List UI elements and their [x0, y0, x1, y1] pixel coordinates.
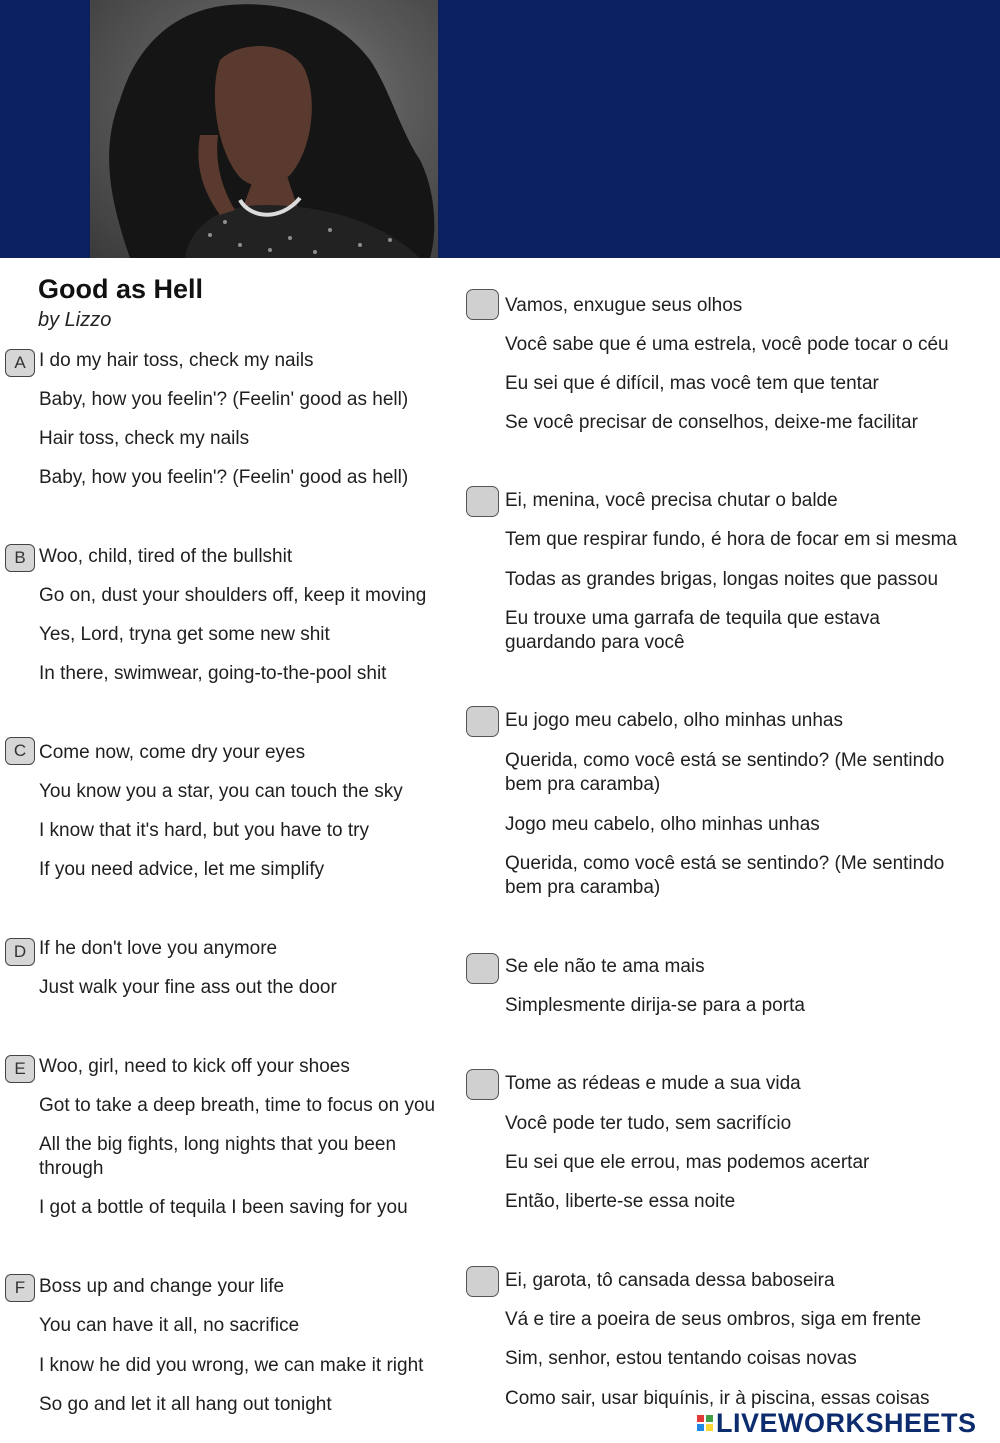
song-artist: by Lizzo	[38, 309, 112, 331]
translation-line: Vamos, enxugue seus olhos	[505, 295, 743, 316]
translation-line: Simplesmente dirija-se para a porta	[505, 995, 805, 1016]
translation-line: Ei, menina, você precisa chutar o balde	[505, 490, 838, 511]
translation-line: Como sair, usar biquínis, ir à piscina, essas coisas	[505, 1388, 930, 1409]
translation-line: Tem que respirar fundo, é hora de focar em si mesma	[505, 529, 957, 550]
answer-box[interactable]	[466, 953, 499, 984]
verse-line: All the big fights, long nights that you been through	[39, 1134, 397, 1179]
translation-line: Então, liberte-se essa noite	[505, 1191, 736, 1212]
translation-line: Vá e tire a poeira de seus ombros, siga em frente	[505, 1309, 922, 1330]
translation-line: Eu jogo meu cabelo, olho minhas unhas	[505, 710, 844, 731]
verse-line: Yes, Lord, tryna get some new shit	[39, 624, 330, 645]
verse-line: In there, swimwear, going-to-the-pool shit	[39, 663, 387, 684]
verse-line: I got a bottle of tequila I been saving for you	[39, 1197, 408, 1218]
verse-line: Baby, how you feelin'? (Feelin' good as hell)	[39, 389, 409, 410]
verse-line: I know he did you wrong, we can make it right	[39, 1355, 424, 1376]
verse-line: So go and let it all hang out tonight	[39, 1394, 332, 1415]
translation-line: Eu sei que é difícil, mas você tem que tentar	[505, 373, 879, 394]
verse-letter-badge: E	[5, 1055, 35, 1083]
verse-line: If you need advice, let me simplify	[39, 859, 325, 880]
answer-box[interactable]	[466, 486, 499, 517]
artist-photo-illustration	[90, 0, 438, 258]
logo-text: LIVEWORKSHEETS	[716, 1407, 977, 1438]
translation-line: Querida, como você está se sentindo? (Me sentindo bem pra caramba)	[505, 853, 945, 898]
artist-photo	[90, 0, 438, 258]
translation-line: Se ele não te ama mais	[505, 956, 705, 977]
liveworksheets-logo	[697, 1408, 977, 1438]
answer-box[interactable]	[466, 289, 499, 320]
verse-letter-badge: D	[5, 938, 35, 966]
verse-line: If he don't love you anymore	[39, 938, 278, 959]
translation-line: Ei, garota, tô cansada dessa baboseira	[505, 1270, 835, 1291]
translation-line: Eu trouxe uma garrafa de tequila que estava guardando para você	[505, 608, 880, 653]
verse-letter-badge: A	[5, 349, 35, 377]
verse-line: Just walk your fine ass out the door	[39, 977, 337, 998]
translation-line: Tome as rédeas e mude a sua vida	[505, 1073, 801, 1094]
verse-line: I know that it's hard, but you have to try	[39, 820, 369, 841]
answer-box[interactable]	[466, 1069, 499, 1100]
translation-line: Você sabe que é uma estrela, você pode tocar o céu	[505, 334, 949, 355]
translation-line: Jogo meu cabelo, olho minhas unhas	[505, 814, 820, 835]
song-title: Good as Hell	[38, 274, 204, 304]
translation-line: Todas as grandes brigas, longas noites que passou	[505, 569, 939, 590]
logo-mark-icon	[697, 1415, 713, 1431]
verse-line: Got to take a deep breath, time to focus on you	[39, 1095, 436, 1116]
translation-line: Sim, senhor, estou tentando coisas novas	[505, 1348, 857, 1369]
answer-box[interactable]	[466, 1266, 499, 1297]
verse-letter-badge: F	[5, 1274, 35, 1302]
translation-line: Querida, como você está se sentindo? (Me sentindo bem pra caramba)	[505, 750, 945, 795]
verse-letter-badge: B	[5, 544, 35, 572]
verse-line: Woo, child, tired of the bullshit	[39, 546, 293, 567]
verse-line: Woo, girl, need to kick off your shoes	[39, 1056, 350, 1077]
verse-line: You can have it all, no sacrifice	[39, 1315, 300, 1336]
verse-letter-badge: C	[5, 737, 35, 765]
verse-line: Baby, how you feelin'? (Feelin' good as hell)	[39, 467, 409, 488]
translation-line: Se você precisar de conselhos, deixe-me facilitar	[505, 412, 918, 433]
translation-line: Eu sei que ele errou, mas podemos acertar	[505, 1152, 870, 1173]
verse-line: Come now, come dry your eyes	[39, 742, 306, 763]
verse-line: Boss up and change your life	[39, 1276, 285, 1297]
verse-line: You know you a star, you can touch the sky	[39, 781, 403, 802]
answer-box[interactable]	[466, 706, 499, 737]
verse-line: Hair toss, check my nails	[39, 428, 250, 449]
verse-line: Go on, dust your shoulders off, keep it moving	[39, 585, 427, 606]
translation-line: Você pode ter tudo, sem sacrifício	[505, 1113, 792, 1134]
verse-line: I do my hair toss, check my nails	[39, 350, 314, 371]
